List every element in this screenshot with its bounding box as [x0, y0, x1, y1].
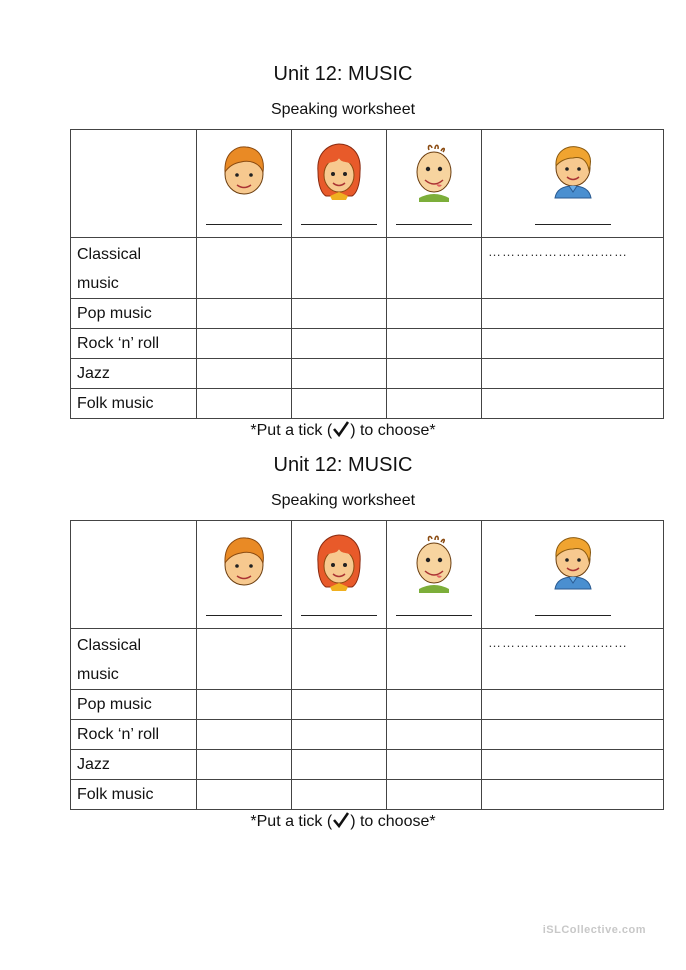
tick-cell[interactable] — [482, 329, 664, 359]
boy-shirt-face-icon — [547, 533, 599, 591]
worksheet-title: Unit 12: MUSIC — [273, 63, 413, 85]
student-column-2 — [292, 521, 387, 629]
row-label-line: music — [77, 666, 119, 683]
dotted-line: ………………………… — [488, 244, 628, 259]
name-blank-line[interactable] — [396, 615, 472, 616]
row-label-rock: Rock ‘n’ roll — [77, 335, 160, 352]
name-blank-line[interactable] — [206, 615, 282, 616]
boy-face-icon — [219, 533, 269, 589]
bald-boy-face-icon — [409, 142, 459, 204]
girl-face-icon — [312, 142, 366, 202]
watermark: iSLCollective.com — [542, 924, 646, 936]
music-preference-table — [70, 129, 664, 419]
name-blank-line[interactable] — [301, 615, 377, 616]
table-row — [71, 780, 664, 810]
tick-cell[interactable] — [482, 359, 664, 389]
tick-cell[interactable] — [482, 389, 664, 419]
tick-cell[interactable] — [292, 389, 387, 419]
row-label-jazz: Jazz — [77, 756, 110, 773]
row-label-jazz: Jazz — [77, 365, 110, 382]
tick-cell[interactable] — [197, 389, 292, 419]
note-text-after: ) to choose* — [350, 813, 436, 830]
table-row — [71, 629, 664, 690]
table-row — [71, 389, 664, 419]
tick-cell[interactable] — [482, 780, 664, 810]
table-row — [71, 299, 664, 329]
tick-cell[interactable] — [292, 780, 387, 810]
row-label-pop: Pop music — [77, 305, 152, 322]
note-text-before: *Put a tick ( — [250, 422, 333, 439]
name-blank-line[interactable] — [301, 224, 377, 225]
student-column-3 — [387, 521, 482, 629]
row-label-folk: Folk music — [77, 395, 154, 412]
instruction-note — [0, 811, 686, 831]
tick-cell[interactable] — [292, 750, 387, 780]
boy-face-icon — [219, 142, 269, 198]
tick-cell[interactable] — [387, 299, 482, 329]
table-header-row — [71, 130, 664, 238]
tick-cell[interactable] — [482, 238, 664, 299]
tick-cell[interactable] — [387, 359, 482, 389]
tick-cell[interactable] — [292, 359, 387, 389]
row-label-line: Classical — [77, 637, 142, 654]
tick-cell[interactable] — [292, 629, 387, 690]
row-label-line: music — [77, 275, 119, 292]
tick-cell[interactable] — [197, 329, 292, 359]
note-text-before: *Put a tick ( — [250, 813, 333, 830]
tick-cell[interactable] — [292, 238, 387, 299]
tick-cell[interactable] — [292, 690, 387, 720]
tick-cell[interactable] — [482, 299, 664, 329]
row-label-rock: Rock ‘n’ roll — [77, 726, 160, 743]
tick-cell[interactable] — [197, 359, 292, 389]
music-preference-table — [70, 520, 664, 810]
tick-cell[interactable] — [197, 750, 292, 780]
checkmark-icon — [332, 811, 350, 829]
tick-cell[interactable] — [482, 750, 664, 780]
tick-cell[interactable] — [482, 720, 664, 750]
name-blank-line[interactable] — [396, 224, 472, 225]
tick-cell[interactable] — [387, 720, 482, 750]
dotted-line: ………………………… — [488, 635, 628, 650]
corner-cell — [71, 130, 197, 238]
student-column-4 — [482, 521, 664, 629]
corner-cell — [71, 521, 197, 629]
row-label-line: Classical — [77, 246, 142, 263]
student-column-4 — [482, 130, 664, 238]
tick-cell[interactable] — [387, 389, 482, 419]
table-row — [71, 720, 664, 750]
table-row — [71, 329, 664, 359]
table-row — [71, 359, 664, 389]
student-column-1 — [197, 130, 292, 238]
boy-shirt-face-icon — [547, 142, 599, 200]
table-row — [71, 750, 664, 780]
worksheet-subtitle: Speaking worksheet — [270, 492, 416, 509]
name-blank-line[interactable] — [206, 224, 282, 225]
student-column-1 — [197, 521, 292, 629]
tick-cell[interactable] — [197, 629, 292, 690]
student-column-2 — [292, 130, 387, 238]
tick-cell[interactable] — [292, 720, 387, 750]
student-column-3 — [387, 130, 482, 238]
tick-cell[interactable] — [387, 329, 482, 359]
row-label-pop: Pop music — [77, 696, 152, 713]
tick-cell[interactable] — [387, 238, 482, 299]
tick-cell[interactable] — [292, 299, 387, 329]
bald-boy-face-icon — [409, 533, 459, 595]
tick-cell[interactable] — [197, 238, 292, 299]
tick-cell[interactable] — [387, 690, 482, 720]
row-label-folk: Folk music — [77, 786, 154, 803]
tick-cell[interactable] — [482, 690, 664, 720]
row-label-classical — [71, 629, 197, 690]
girl-face-icon — [312, 533, 366, 593]
name-blank-line[interactable] — [535, 224, 611, 225]
tick-cell[interactable] — [197, 720, 292, 750]
worksheet-subtitle: Speaking worksheet — [270, 101, 416, 118]
table-row — [71, 690, 664, 720]
name-blank-line[interactable] — [535, 615, 611, 616]
worksheet-title: Unit 12: MUSIC — [273, 454, 413, 476]
tick-cell[interactable] — [482, 629, 664, 690]
tick-cell[interactable] — [387, 750, 482, 780]
tick-cell[interactable] — [292, 329, 387, 359]
tick-cell[interactable] — [197, 690, 292, 720]
note-text-after: ) to choose* — [350, 422, 436, 439]
tick-cell[interactable] — [197, 780, 292, 810]
tick-cell[interactable] — [387, 629, 482, 690]
table-header-row — [71, 521, 664, 629]
instruction-note — [0, 420, 686, 440]
tick-cell[interactable] — [387, 780, 482, 810]
checkmark-icon — [332, 420, 350, 438]
row-label-classical — [71, 238, 197, 299]
tick-cell[interactable] — [197, 299, 292, 329]
table-row — [71, 238, 664, 299]
